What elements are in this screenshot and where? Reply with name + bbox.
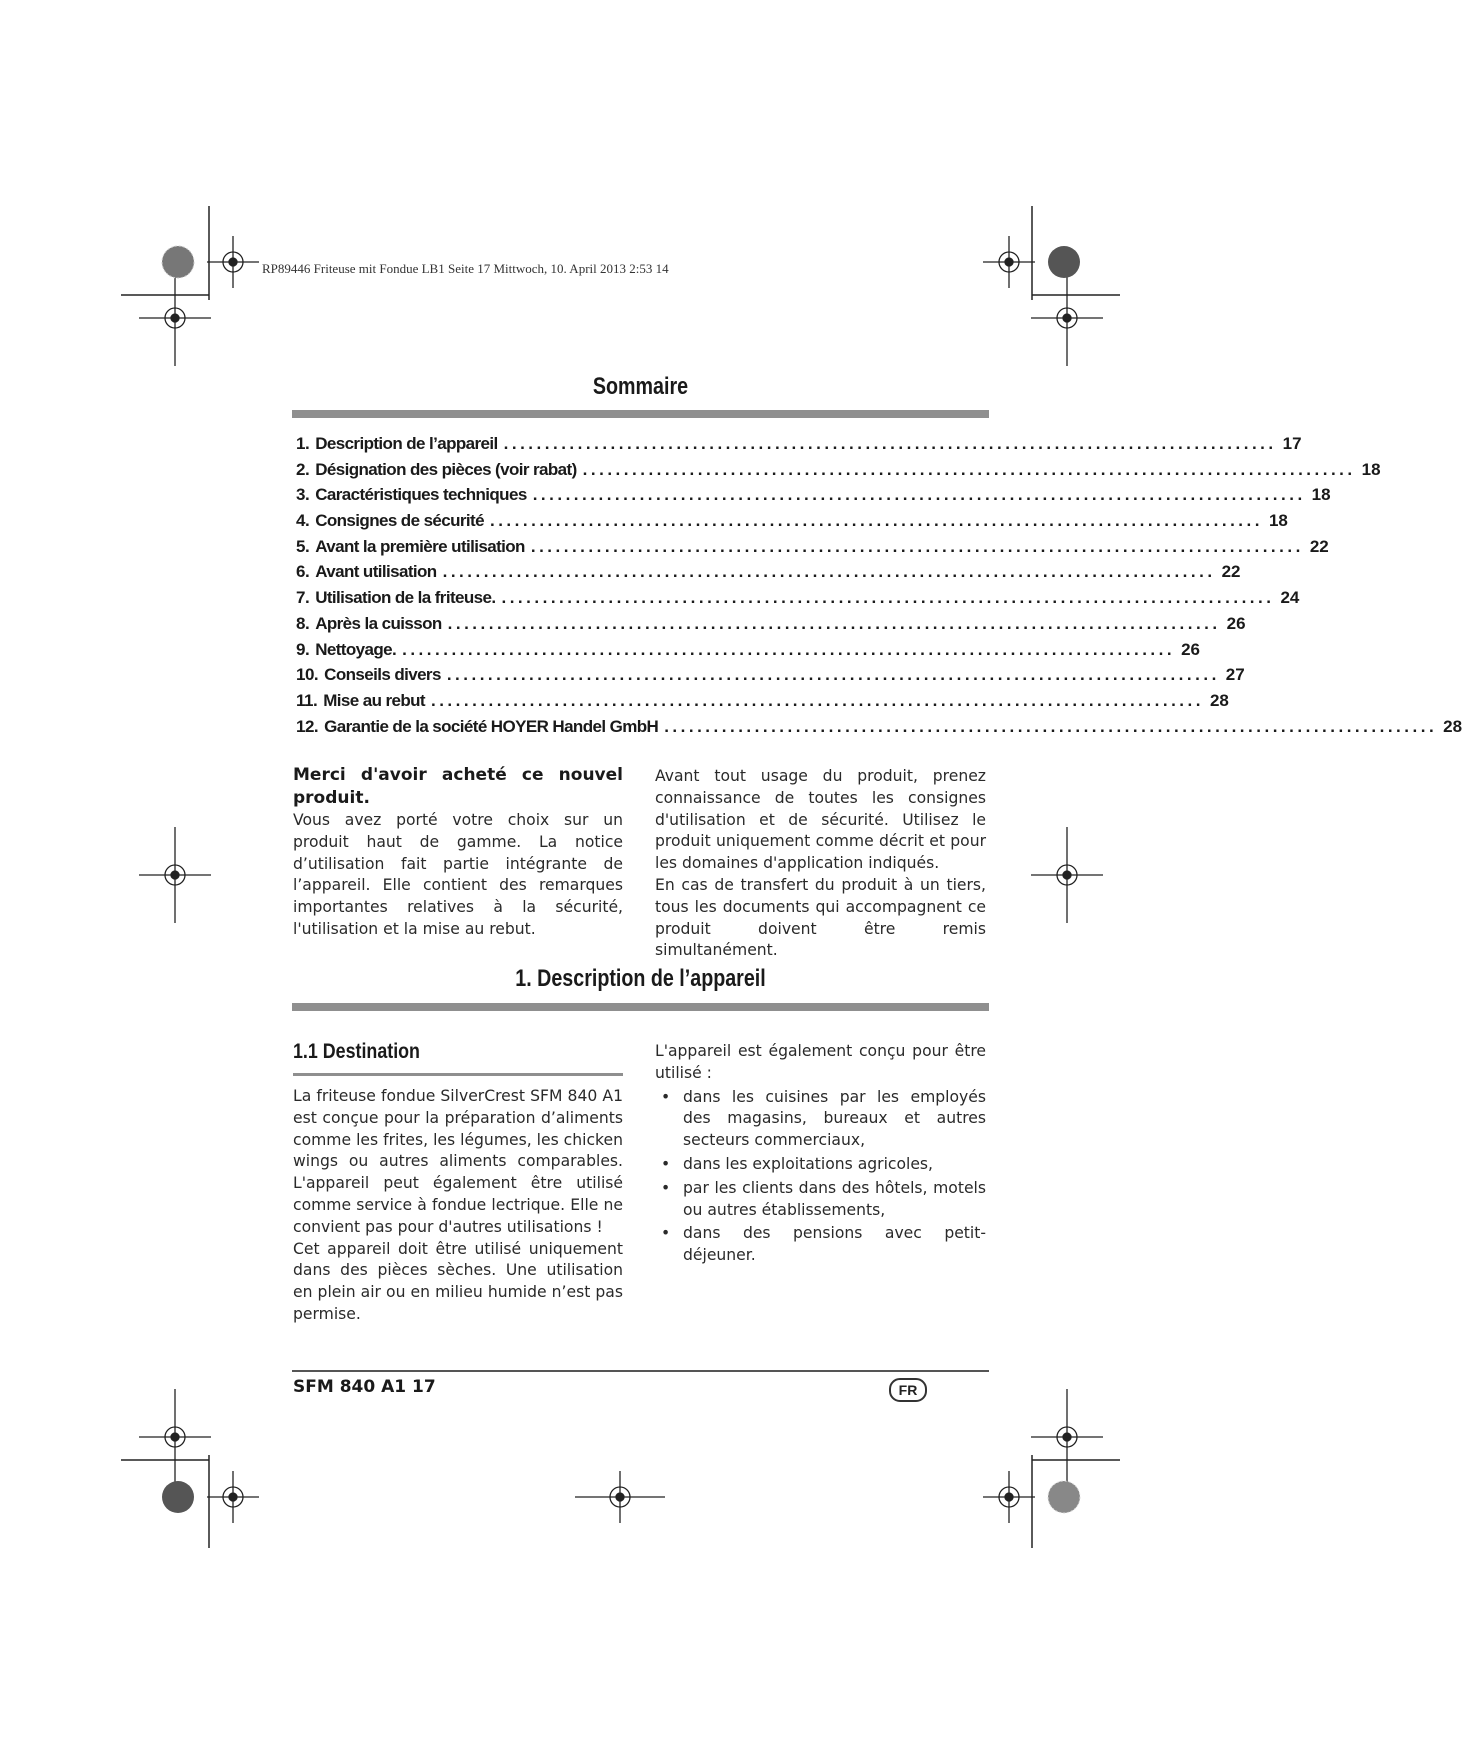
toc-entry: 2. Désignation des pièces (voir rabat) .............................................................................................. 18 (296, 459, 1381, 479)
section-1-right-column (655, 1041, 986, 1267)
intro-heading: Merci d'avoir acheté ce nouvel produit. (293, 765, 623, 808)
toc-entry: 9. Nettoyage. .............................................................................................. 26 (296, 639, 1201, 659)
list-item: • dans les cuisines par les employés des magasins, bureaux et autres secteurs commerciaux, (655, 1087, 986, 1152)
usage-intro: L'appareil est également conçu pour être utilisé : (655, 1042, 986, 1082)
subsection-1-1-title: 1.1 Destination (293, 1040, 420, 1063)
toc-entry: 8. Après la cuisson .............................................................................................. 26 (296, 613, 1246, 633)
section-1-title-rule (292, 1003, 989, 1011)
section-1-title: 1. Description de l’appareil (515, 965, 766, 992)
toc-entry: 1. Description de l’appareil .............................................................................................. 17 (296, 434, 1302, 453)
toc-entry: 11. Mise au rebut .............................................................................................. 28 (296, 690, 1229, 710)
intro-left-column (293, 764, 623, 941)
usage-list (655, 1087, 986, 1267)
toc-entry: 4. Consignes de sécurité .............................................................................................. 18 (296, 511, 1288, 531)
footer-model-page: SFM 840 A1 17 (293, 1377, 436, 1397)
toc-entry: 10. Conseils divers .............................................................................................. 27 (296, 665, 1245, 685)
destination-paragraph-2: Cet appareil doit être utilisé uniquement dans des pièces sèches. Une utilisation en plein air ou en milieu humide n’est pas permise. (293, 1239, 623, 1323)
toc-entry: 5. Avant la première utilisation .............................................................................................. 22 (296, 536, 1329, 556)
list-item: • par les clients dans des hôtels, motels ou autres établissements, (655, 1178, 986, 1222)
footer-rule (292, 1370, 989, 1372)
table-of-contents (296, 434, 1462, 742)
subsection-rule (293, 1073, 623, 1076)
toc-title-rule (292, 410, 989, 418)
list-item: • dans des pensions avec petit-déjeuner. (655, 1223, 986, 1267)
toc-title: Sommaire (592, 373, 689, 400)
destination-paragraph-1: La friteuse fondue SilverCrest SFM 840 A1 est conçue pour la préparation d’aliments comme les frites, les légumes, les chicken wings ou autres aliments comparables. L'appareil peut également être utilisé comme service à fondue lectrique. Elle ne convient pas pour d'autres utilisations ! (293, 1087, 623, 1236)
toc-entry: 12. Garantie de la société HOYER Handel GmbH .............................................................................................. 28 (296, 716, 1462, 736)
toc-entry: 3. Caractéristiques techniques .............................................................................................. 18 (296, 485, 1331, 505)
intro-right-column (655, 766, 986, 962)
toc-entry: 6. Avant utilisation .............................................................................................. 22 (296, 562, 1241, 582)
toc-entry: 7. Utilisation de la friteuse. .............................................................................................. 24 (296, 588, 1300, 608)
intro-left-text: Vous avez porté votre choix sur un produit haut de gamme. La notice d’utilisation fait partie intégrante de l’appareil. Elle contient des remarques importantes relatives à la sécurité, l'utilisation et la mise au rebut. (293, 811, 623, 938)
intro-right-paragraph-1: Avant tout usage du produit, prenez connaissance de toutes les consignes d'utilisation et de sécurité. Utilisez le produit uniquement comme décrit et pour les domaines d'application indiqués. (655, 767, 986, 873)
print-slug: RP89446 Friteuse mit Fondue LB1 Seite 17 Mittwoch, 10. April 2013 2:53 14 (262, 261, 669, 276)
intro-right-paragraph-2: En cas de transfert du produit à un tiers, tous les documents qui accompagnent ce produit doivent être remis simultanément. (655, 875, 986, 960)
section-1-left-column (293, 1086, 623, 1326)
language-badge: FR (889, 1378, 927, 1402)
list-item: • dans les exploitations agricoles, (655, 1154, 986, 1176)
